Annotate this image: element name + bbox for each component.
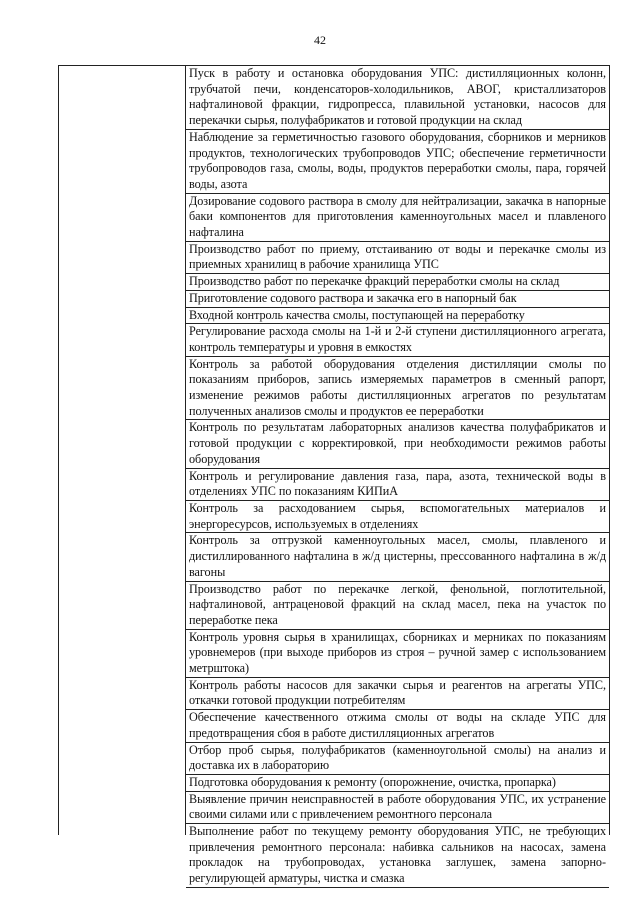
table-left-column bbox=[59, 66, 186, 835]
table-row: Обеспечение качественного отжима смолы от воды на складе УПС для предотвращения сбоя в работе дистилляционных агрегатов bbox=[186, 710, 609, 742]
table-row: Контроль работы насосов для закачки сырья и реагентов на агрегаты УПС, откачки готовой продукции потребителям bbox=[186, 678, 609, 710]
table-row: Выявление причин неисправностей в работе оборудования УПС, их устранение своими силами или с привлечением ремонтного персонала bbox=[186, 792, 609, 824]
table-row: Контроль за расходованием сырья, вспомогательных материалов и энергоресурсов, используемых в отделениях bbox=[186, 501, 609, 533]
table-row: Контроль за отгрузкой каменноугольных масел, смолы, плавленого и дистиллированного нафталина в ж/д цистерны, прессованного нафталина в ж/д вагоны bbox=[186, 533, 609, 581]
table-row: Производство работ по приему, отстаиванию от воды и перекачке смолы из приемных хранилищ в рабочие хранилища УПС bbox=[186, 242, 609, 274]
table-row: Контроль уровня сырья в хранилищах, сборниках и мерниках по показаниям уровнемеров (при выходе приборов из строя – ручной замер с использованием метрштока) bbox=[186, 630, 609, 678]
page-number: 42 bbox=[314, 33, 326, 47]
table-row: Отбор проб сырья, полуфабрикатов (каменноугольной смолы) на анализ и доставка их в лабораторию bbox=[186, 743, 609, 775]
table-row: Контроль по результатам лабораторных анализов качества полуфабрикатов и готовой продукции с корректировкой, при необходимости режимов работы оборудования bbox=[186, 420, 609, 468]
table-row: Пуск в работу и остановка оборудования УПС: дистилляционных колонн, трубчатой печи, конденсаторов-холодильников, АВОГ, кристаллизаторов нафталиновой фракции, гидропресса, плавильной установки, насосов для перекачки сырья, полуфабрикатов и готовой продукции на склад bbox=[186, 66, 609, 130]
table-row: Подготовка оборудования к ремонту (опорожнение, очистка, пропарка) bbox=[186, 775, 609, 792]
table-row: Наблюдение за герметичностью газового оборудования, сборников и мерников продуктов, технологических трубопроводов УПС; обеспечение герметичности трубопроводов газа, смолы, воды, продуктов переработки смолы, пара, горячей воды, азота bbox=[186, 130, 609, 194]
table-row: Приготовление содового раствора и закачка его в напорный бак bbox=[186, 291, 609, 308]
table-row: Контроль и регулирование давления газа, пара, азота, технической воды в отделениях УПС по показаниям КИПиА bbox=[186, 469, 609, 501]
labor-functions-table bbox=[58, 65, 610, 886]
table-row: Дозирование содового раствора в смолу для нейтрализации, закачка в напорные баки компонентов для приготовления каменноугольных масел и плавленого нафталина bbox=[186, 194, 609, 242]
table-row: Производство работ по перекачке легкой, фенольной, поглотительной, нафталиновой, антраценовой фракций на склад масел, пека на участок по переработке пека bbox=[186, 582, 609, 630]
table-row: Производство работ по перекачке фракций переработки смолы на склад bbox=[186, 274, 609, 291]
table-row: Выполнение работ по текущему ремонту оборудования УПС, не требующих привлечения ремонтного персонала: набивка сальников на насосах, замена прокладок на трубопроводах, установка заглушек, замена запорно-регулирующей арматуры, чистка и смазка bbox=[186, 824, 609, 888]
table-row: Регулирование расхода смолы на 1-й и 2-й ступени дистилляционного агрегата, контроль температуры и уровня в емкостях bbox=[186, 324, 609, 356]
table-right-column bbox=[186, 66, 609, 888]
table-row: Входной контроль качества смолы, поступающей на переработку bbox=[186, 308, 609, 325]
table-row: Контроль за работой оборудования отделения дистилляции смолы по показаниям приборов, запись измеряемых параметров в сменный рапорт, изменение режимов работы дистилляционных агрегатов по результатам полученных анализов смолы и продуктов ее переработки bbox=[186, 357, 609, 421]
